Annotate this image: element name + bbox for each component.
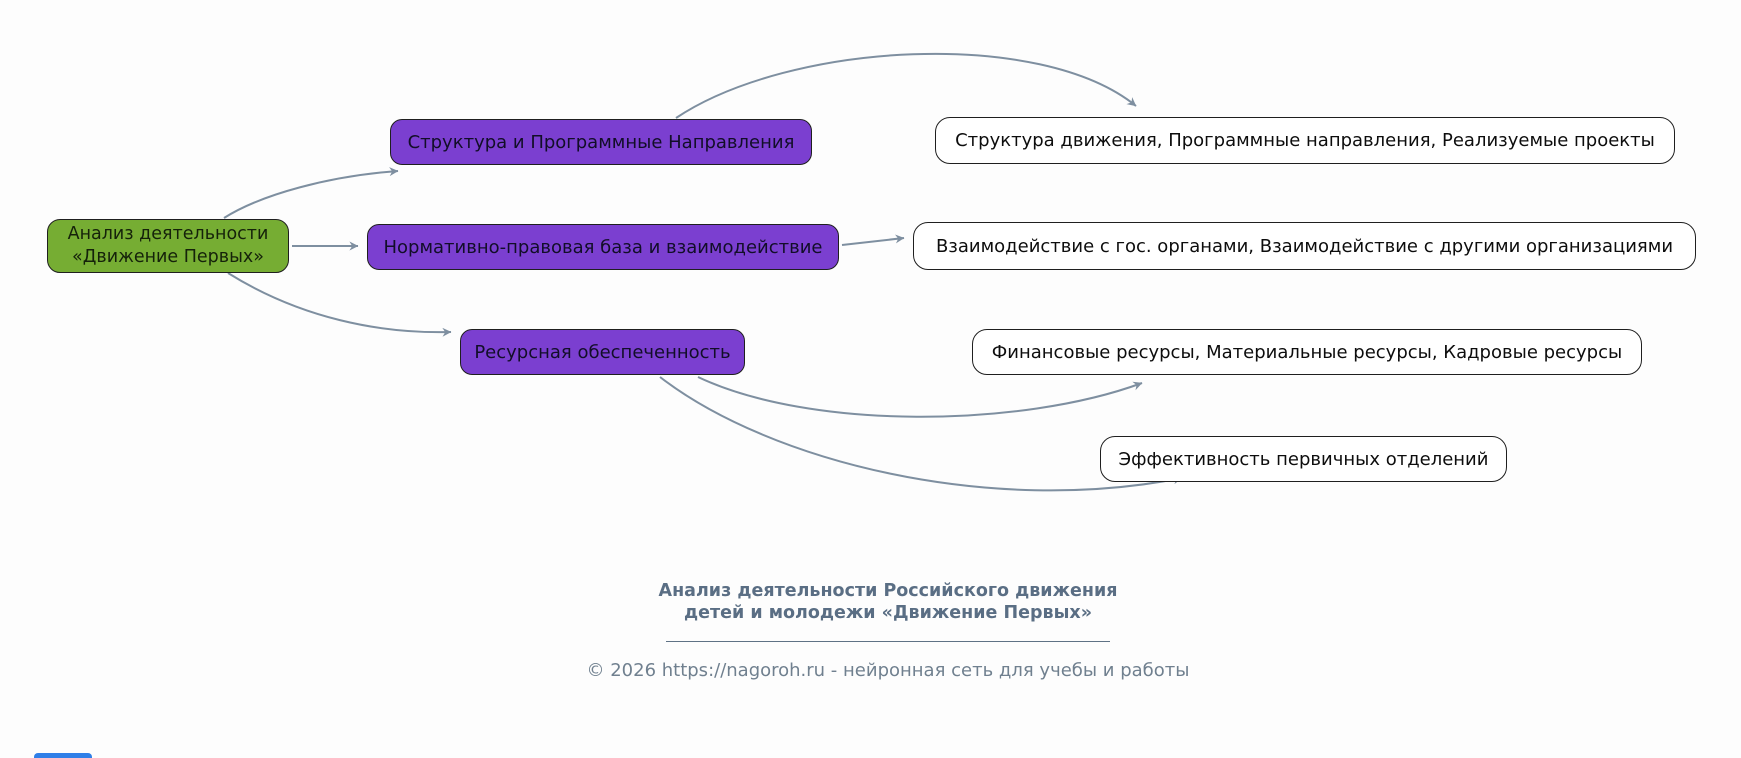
node-leaf-label: Структура движения, Программные направления, Реализуемые проекты bbox=[955, 130, 1655, 151]
edge-branch3-to-leaf3 bbox=[698, 377, 1142, 417]
footer-title-line1: Анализ деятельности Российского движения bbox=[658, 581, 1118, 601]
node-branch-label: Ресурсная обеспеченность bbox=[474, 341, 731, 363]
node-branch-resources bbox=[460, 329, 745, 375]
footer-divider bbox=[666, 641, 1110, 642]
edge-root-to-branch3 bbox=[228, 273, 451, 332]
node-leaf-resource-types bbox=[972, 329, 1642, 375]
node-root-label-line2: «Движение Первых» bbox=[72, 247, 264, 267]
node-branch-structure-directions bbox=[390, 119, 812, 165]
footer-title-line2: детей и молодежи «Движение Первых» bbox=[683, 603, 1093, 624]
node-leaf-label: Взаимодействие с гос. органами, Взаимодействие с другими организациями bbox=[935, 235, 1674, 257]
node-leaf-label: Эффективность первичных отделений bbox=[1118, 448, 1489, 470]
node-branch-label: Структура и Программные Направления bbox=[407, 131, 795, 153]
node-leaf-structure-projects bbox=[935, 117, 1675, 164]
node-branch-label: Нормативно-правовая база и взаимодействие bbox=[383, 236, 823, 258]
footer bbox=[438, 580, 1338, 681]
edge-root-to-branch1 bbox=[224, 171, 398, 218]
footer-title bbox=[438, 580, 1338, 625]
node-branch-legal-base bbox=[367, 224, 839, 270]
edge-branch2-to-leaf2 bbox=[842, 238, 904, 245]
node-root-label-line1: Анализ деятельности bbox=[67, 224, 269, 245]
node-leaf-label: Финансовые ресурсы, Материальные ресурсы, Кадровые ресурсы bbox=[991, 341, 1623, 363]
bottom-edge-artifact bbox=[34, 753, 92, 758]
node-leaf-interaction bbox=[913, 222, 1696, 270]
node-root-label bbox=[68, 223, 269, 269]
node-leaf-effectiveness bbox=[1100, 436, 1507, 482]
edge-branch1-to-leaf1 bbox=[676, 54, 1136, 118]
footer-copyright: © 2026 https://nagoroh.ru - нейронная сеть для учебы и работы bbox=[586, 659, 1190, 681]
node-root bbox=[47, 219, 289, 273]
